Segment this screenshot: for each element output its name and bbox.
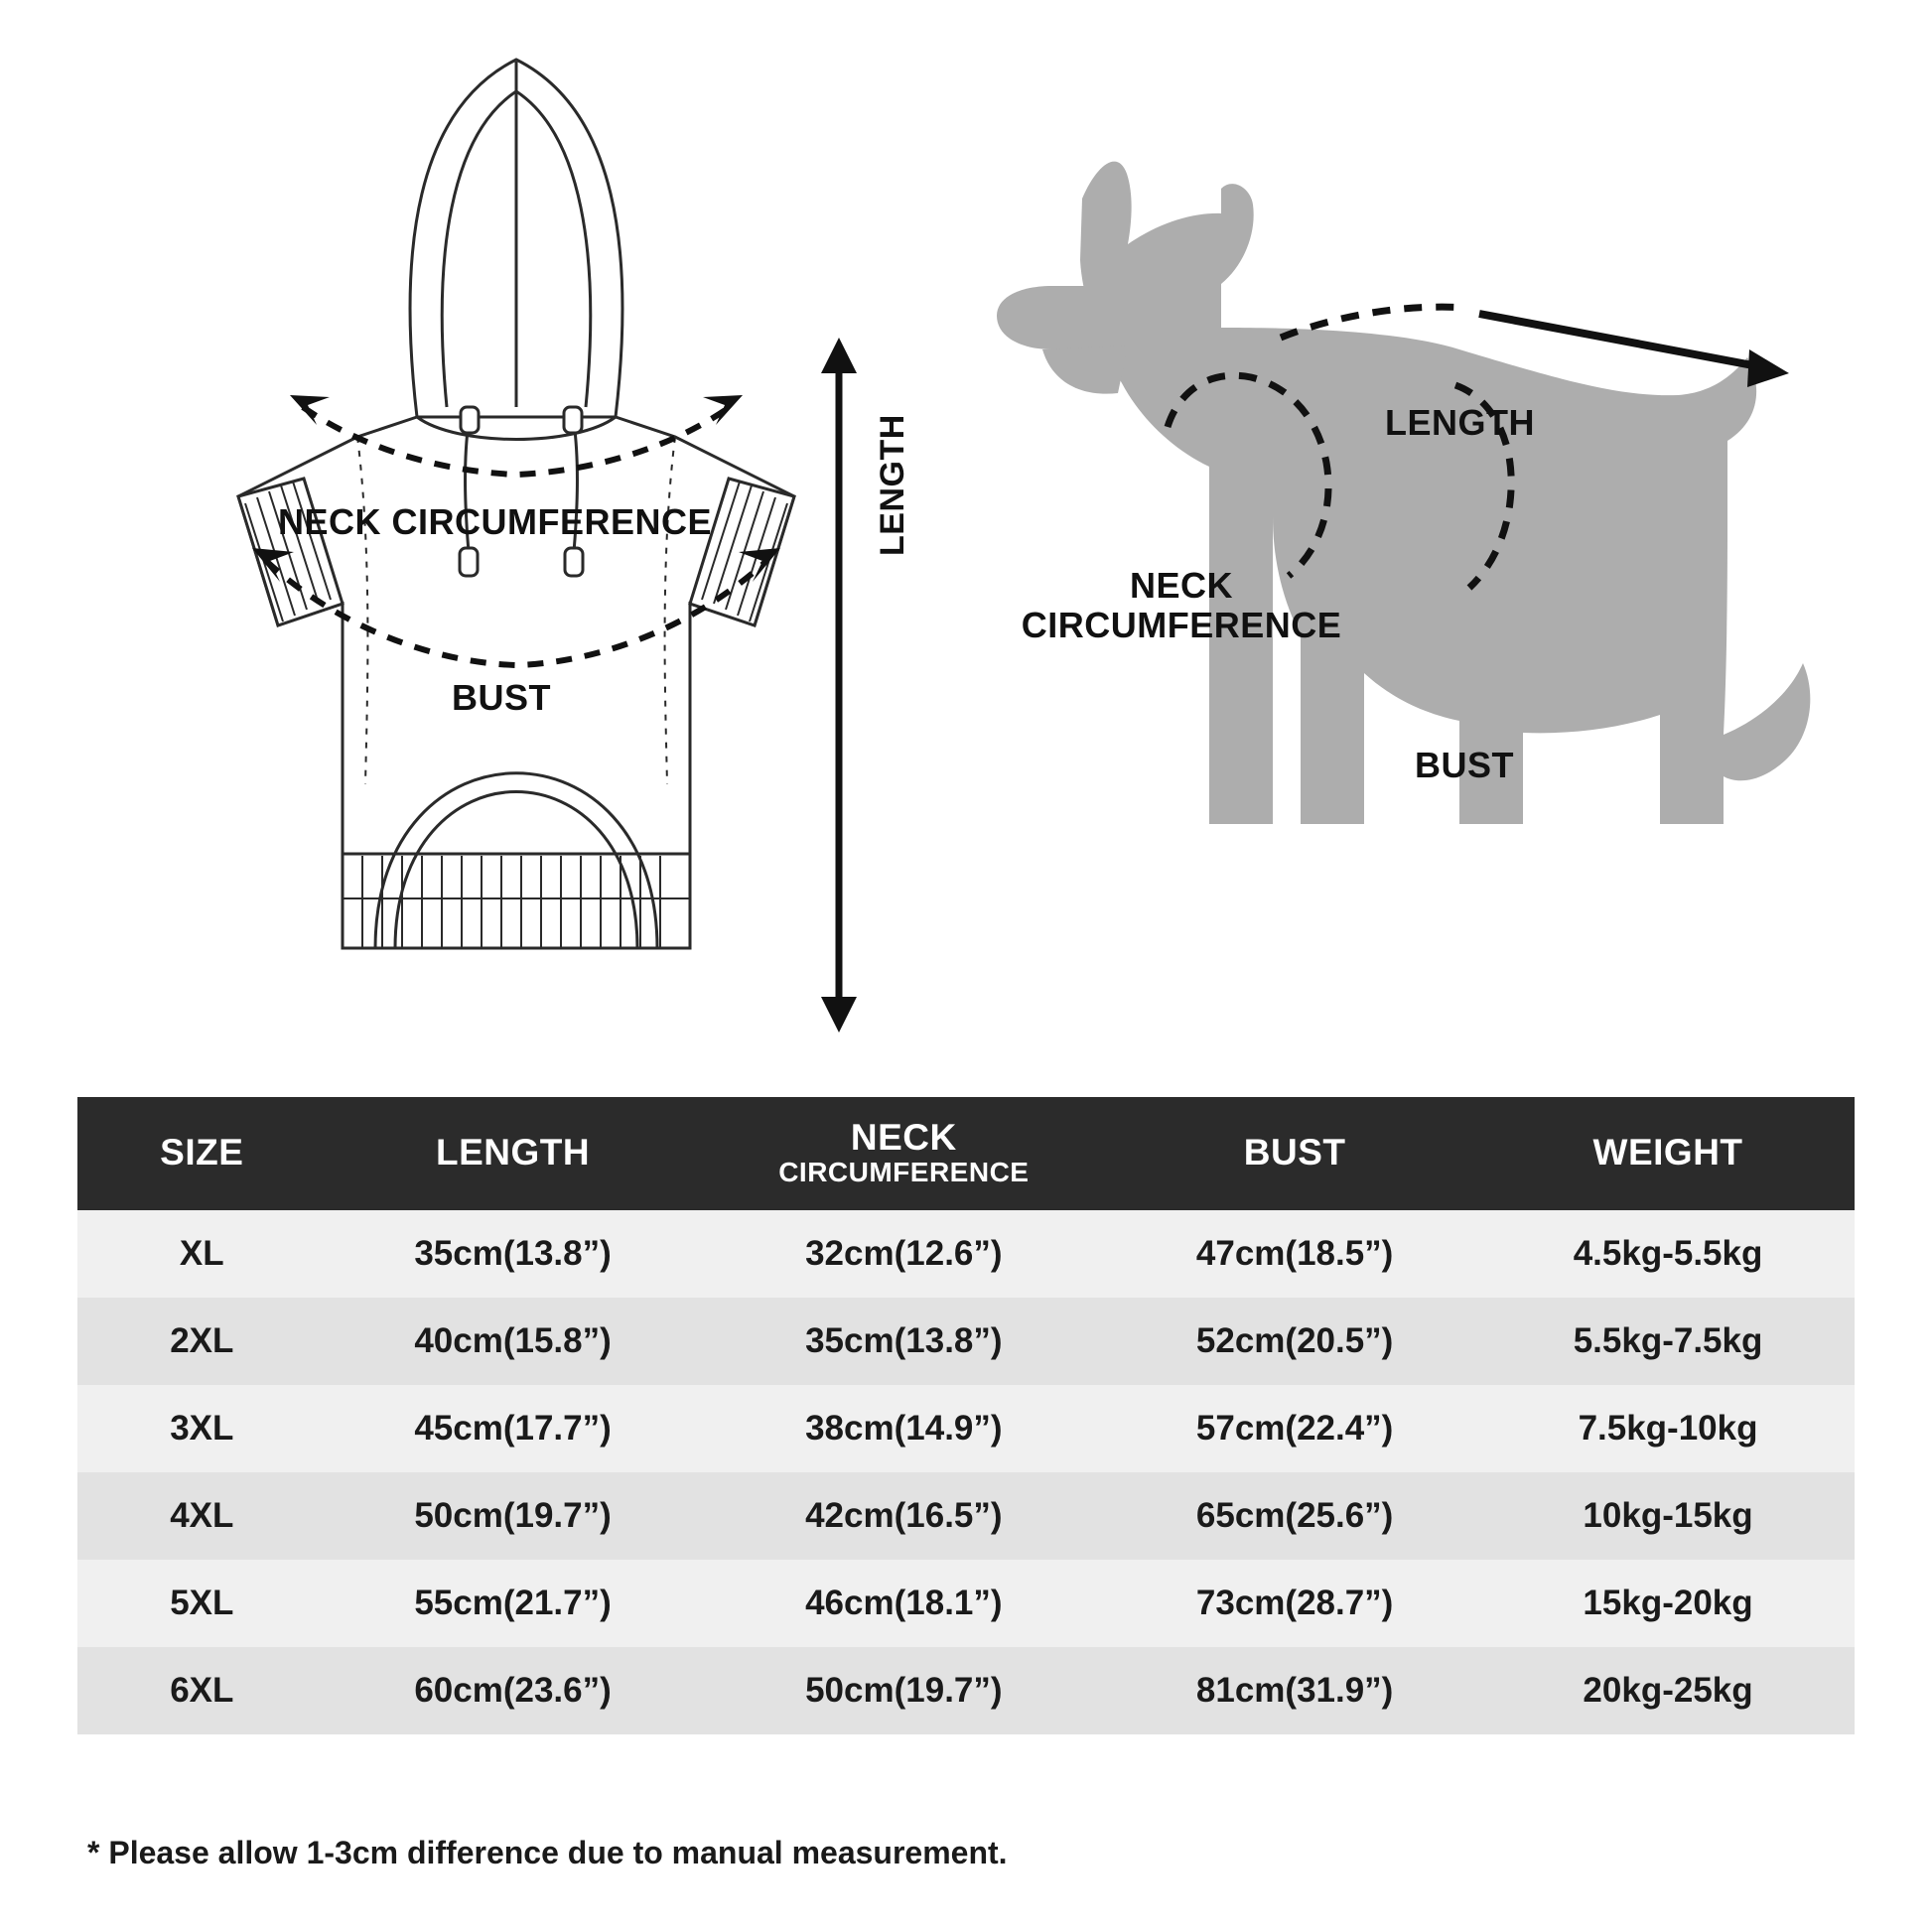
table-header-row [77, 1097, 1855, 1210]
hoodie-neck-label: NECK CIRCUMFERENCE [278, 501, 713, 542]
cell-neck: 42cm(16.5”) [699, 1472, 1108, 1560]
cell-size: 4XL [77, 1472, 327, 1560]
column-header-size [77, 1097, 327, 1210]
cell-weight: 15kg-20kg [1481, 1560, 1855, 1647]
size-chart-table-wrapper [77, 1097, 1855, 1734]
column-header-weight-main: WEIGHT [1592, 1132, 1743, 1173]
cell-weight: 4.5kg-5.5kg [1481, 1210, 1855, 1298]
dog-length-label: LENGTH [1385, 402, 1535, 443]
dog-bust-label: BUST [1415, 745, 1514, 785]
cell-length: 35cm(13.8”) [327, 1210, 700, 1298]
hoodie-bust-label: BUST [452, 677, 551, 718]
table-body [77, 1210, 1855, 1734]
cell-neck: 32cm(12.6”) [699, 1210, 1108, 1298]
table-header [77, 1097, 1855, 1210]
cell-weight: 20kg-25kg [1481, 1647, 1855, 1734]
cell-bust: 47cm(18.5”) [1108, 1210, 1481, 1298]
cell-size: XL [77, 1210, 327, 1298]
cell-length: 60cm(23.6”) [327, 1647, 700, 1734]
hoodie-length-label: LENGTH [874, 414, 911, 556]
cell-weight: 10kg-15kg [1481, 1472, 1855, 1560]
dog-neck-label [993, 566, 1370, 646]
table-row [77, 1210, 1855, 1298]
measurement-footnote: * Please allow 1-3cm difference due to manual measurement. [87, 1835, 1008, 1870]
cell-bust: 65cm(25.6”) [1108, 1472, 1481, 1560]
column-header-weight [1481, 1097, 1855, 1210]
cell-neck: 35cm(13.8”) [699, 1298, 1108, 1385]
cell-length: 55cm(21.7”) [327, 1560, 700, 1647]
cell-length: 50cm(19.7”) [327, 1472, 700, 1560]
table-row [77, 1472, 1855, 1560]
table-row [77, 1560, 1855, 1647]
table-row [77, 1298, 1855, 1385]
cell-weight: 5.5kg-7.5kg [1481, 1298, 1855, 1385]
cell-neck: 46cm(18.1”) [699, 1560, 1108, 1647]
cell-size: 3XL [77, 1385, 327, 1472]
column-header-length [327, 1097, 700, 1210]
cell-size: 6XL [77, 1647, 327, 1734]
cell-size: 2XL [77, 1298, 327, 1385]
dog-neck-label-line1: NECK [1129, 565, 1233, 606]
dog-illustration [923, 0, 1837, 1052]
cell-bust: 81cm(31.9”) [1108, 1647, 1481, 1734]
size-chart-table [77, 1097, 1855, 1734]
cell-bust: 57cm(22.4”) [1108, 1385, 1481, 1472]
dog-neck-label-line2: CIRCUMFERENCE [1021, 605, 1342, 646]
cell-neck: 38cm(14.9”) [699, 1385, 1108, 1472]
cell-length: 45cm(17.7”) [327, 1385, 700, 1472]
column-header-neck-main: NECK [850, 1117, 957, 1158]
cell-weight: 7.5kg-10kg [1481, 1385, 1855, 1472]
column-header-neck-sub: CIRCUMFERENCE [778, 1156, 1030, 1187]
table-row [77, 1647, 1855, 1734]
cell-bust: 52cm(20.5”) [1108, 1298, 1481, 1385]
length-arrow-vertical [794, 338, 884, 1033]
column-header-length-main: LENGTH [435, 1132, 591, 1173]
column-header-bust-main: BUST [1243, 1132, 1346, 1173]
cell-size: 5XL [77, 1560, 327, 1647]
column-header-size-main: SIZE [160, 1132, 244, 1173]
cell-length: 40cm(15.8”) [327, 1298, 700, 1385]
column-header-bust [1108, 1097, 1481, 1210]
column-header-neck [699, 1097, 1108, 1210]
cell-neck: 50cm(19.7”) [699, 1647, 1108, 1734]
cell-bust: 73cm(28.7”) [1108, 1560, 1481, 1647]
table-row [77, 1385, 1855, 1472]
